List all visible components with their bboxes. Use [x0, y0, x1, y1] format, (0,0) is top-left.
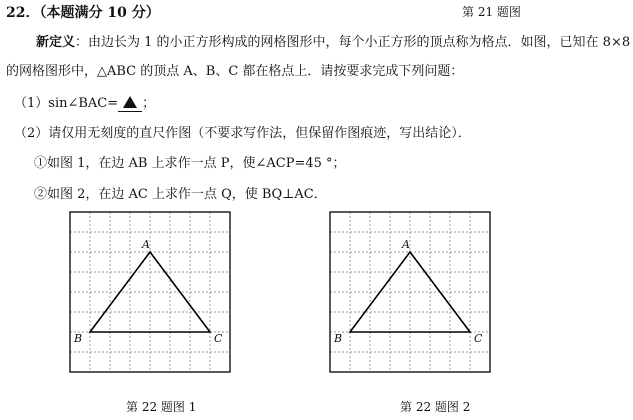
part-1-suffix: ；: [142, 96, 156, 111]
grid-figure-1: [58, 208, 254, 386]
definition-line-2: 的网格图形中，△ABC 的顶点 A、B、C 都在格点上．请按要求完成下列问题：: [6, 64, 464, 79]
question-number: 22．（本题满分 10 分）: [6, 5, 160, 21]
definition-line-1: [36, 31, 630, 50]
figure-1-caption: 第 22 题图 1: [126, 400, 197, 414]
part-2-subquestion-2: ②如图 2，在边 AC 上求作一点 Q，使 BQ⊥AC．: [34, 187, 327, 202]
vertex-label-a: A: [142, 238, 150, 251]
part-1: [14, 92, 155, 112]
vertex-label-a: A: [402, 238, 410, 251]
part-2-subquestion-1: ①如图 1，在边 AB 上求作一点 P，使∠ACP=45 °；: [34, 156, 346, 171]
definition-label: 新定义: [36, 35, 76, 50]
part-1-prefix: （1）sin∠BAC=: [14, 96, 119, 111]
vertex-label-c: C: [474, 332, 483, 345]
figure-2-caption: 第 22 题图 2: [400, 400, 471, 414]
vertex-label-b: B: [74, 332, 83, 345]
grid-figure-2: [318, 208, 514, 386]
vertex-label-c: C: [214, 332, 223, 345]
definition-text-1: ：由边长为 1 的小正方形构成的网格图形中，每个小正方形的顶点称为格点．如图，已知在 8×8: [75, 35, 631, 50]
answer-blank: [118, 96, 142, 112]
vertex-label-b: B: [334, 332, 343, 345]
answer-triangle-icon: [123, 96, 137, 108]
part-2: （2）请仅用无刻度的直尺作图（不要求写作法，但保留作图痕迹，写出结论）．: [14, 126, 471, 141]
previous-figure-reference: 第 21 题图: [462, 5, 521, 19]
